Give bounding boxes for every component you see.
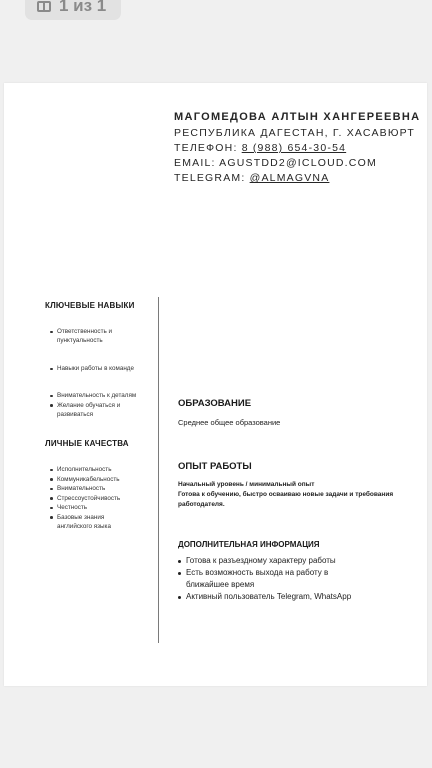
- additional-info-list: [186, 555, 336, 579]
- list-item: Ответственность и: [57, 328, 113, 335]
- list-item-continuation: ближайшее время: [186, 580, 255, 589]
- experience-title: ОПЫТ РАБОТЫ: [178, 461, 252, 472]
- list-item: Внимательность к деталям: [57, 392, 137, 399]
- personal-qualities-list: [57, 465, 120, 522]
- list-item: Коммуникабельность: [57, 475, 120, 483]
- list-item: Честность: [57, 503, 120, 513]
- education-text: Среднее общее образование: [178, 418, 281, 427]
- page-indicator-label: 1 из 1: [59, 0, 107, 15]
- resume-header: [174, 110, 420, 186]
- key-skills-list: [57, 364, 134, 374]
- additional-info-list: [186, 591, 351, 603]
- full-name: МАГОМЕДОВА АЛТЫН ХАНГЕРЕЕВНА: [174, 111, 421, 123]
- phone-label: ТЕЛЕФОН:: [174, 142, 242, 154]
- experience-line-2: Готова к обучению, быстро осваиваю новые задачи и требования: [178, 491, 394, 498]
- key-skills-title: КЛЮЧЕВЫЕ НАВЫКИ: [45, 301, 135, 310]
- key-skills-list: [57, 391, 136, 410]
- list-item-continuation: [57, 336, 103, 346]
- list-item: Базовые знания: [57, 513, 120, 523]
- additional-info-title: ДОПОЛНИТЕЛЬНАЯ ИНФОРМАЦИЯ: [178, 540, 320, 549]
- list-item-continuation: [57, 522, 111, 532]
- phone-line: [174, 141, 420, 156]
- personal-qualities-title: ЛИЧНЫЕ КАЧЕСТВА: [45, 439, 129, 448]
- location: РЕСПУБЛИКА ДАГЕСТАН, Г. ХАСАВЮРТ: [174, 127, 416, 139]
- experience-line-1: Начальный уровень / минимальный опыт: [178, 481, 315, 488]
- list-item: Желание обучаться и: [57, 401, 136, 411]
- page-indicator[interactable]: [25, 0, 121, 20]
- email-line: EMAIL: AGUSTDD2@ICLOUD.COM: [174, 157, 377, 169]
- telegram-link[interactable]: @ALMAGVNA: [249, 172, 330, 184]
- list-item: Стрессоустойчивость: [57, 494, 121, 502]
- experience-line-3: работодателя.: [178, 501, 225, 508]
- education-title: ОБРАЗОВАНИЕ: [178, 398, 252, 409]
- list-item-text: развиваться: [57, 411, 94, 418]
- list-item-text: английского языка: [57, 523, 111, 530]
- book-icon: [37, 1, 51, 12]
- list-item-continuation: [57, 410, 93, 420]
- list-item: Готова к разъездному характеру работы: [186, 556, 336, 565]
- list-item-text: пунктуальность: [57, 337, 103, 344]
- list-item: Есть возможность выхода на работу в: [186, 567, 336, 579]
- phone-link[interactable]: 8 (988) 654-30-54: [241, 142, 347, 154]
- column-divider: [158, 297, 159, 643]
- telegram-label: TELEGRAM:: [174, 172, 250, 184]
- list-item: Внимательность: [57, 484, 120, 494]
- telegram-line: [174, 171, 420, 186]
- list-item: Навыки работы в команде: [57, 365, 134, 372]
- list-item: Активный пользователь Telegram, WhatsApp: [186, 592, 352, 601]
- list-item: Исполнительность: [57, 465, 120, 475]
